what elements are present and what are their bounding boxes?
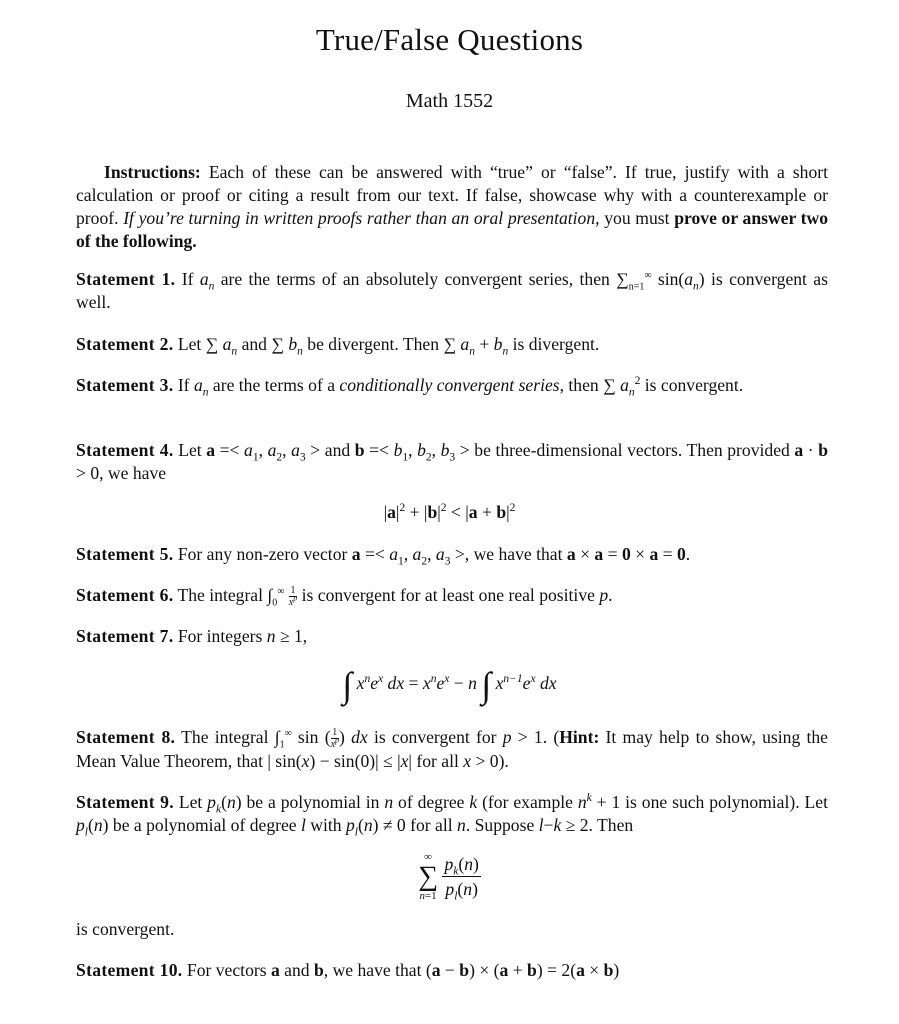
instructions-text-2: you must	[599, 208, 675, 228]
statement-label: Statement 3.	[76, 375, 174, 395]
statement-label: Statement 8.	[76, 727, 176, 747]
statement-label: Statement 9.	[76, 792, 174, 812]
statement-label: Statement 4.	[76, 440, 174, 460]
instructions-requirement: prove or answer two of the following.	[76, 208, 828, 251]
statement-9-conclusion: is convergent.	[76, 919, 175, 939]
statement-4: Statement 4. Let $a =< a_1$, $a_2$, $a_3$ > and $b =< b_1$, $b_2$, $b_3$ > be three-dimensional vectors. Then provided a · b > 0, we have	[76, 440, 829, 483]
statement-1: Statement 1. If $a_n$ are the terms of an absolutely convergent series, then $\sum_{n=1}^\infty$ $\sin(a_n)$ is convergent as well.	[76, 269, 828, 312]
statement-8: Statement 8. The integral $\int_1^\infty$ sin ( $\frac{1}{x^p}$) dx is convergent for p > 1. (Hint: It may help to show, using the Mean Value Theorem, that | sin(x) − sin(0)| ≤ |x| for all x > 0).	[76, 727, 828, 772]
statement-7-equation: ∫ $x^ne^x$ dx = $x^ne^x - n$ ∫ $x^{n-1}e^x$ dx	[342, 665, 557, 705]
statement-3: Statement 3. If $a_n$ are the terms of a conditionally convergent series, then ∑ $a_n^2$ is convergent.	[76, 375, 744, 399]
instructions-italic: If you’re turning in written proofs rather than an oral presentation,	[123, 208, 600, 228]
statement-label: Statement 1.	[76, 269, 176, 289]
page-title: True/False Questions	[315, 22, 584, 57]
course-name: Math 1552	[405, 90, 494, 112]
statement-label: Statement 2.	[76, 334, 174, 354]
statement-9-equation: ∞ ∑ n=1 $\frac{p_k(n)}{p_l(n)}$	[418, 851, 479, 903]
instructions-label: Instructions:	[104, 162, 201, 182]
statement-label: Statement 7.	[76, 626, 174, 646]
statement-7: Statement 7. For integers n ≥ 1,	[76, 626, 308, 646]
statement-10: Statement 10. For vectors a and b, we have that (a − b) × (a + b) = 2(a × b)	[76, 960, 620, 980]
instructions-text: Each of these can be answered with “true” or “false”. If true, justify with a short calculation or proof or citing a result from our text. If false, showcase why with a counterexample or proof.	[76, 162, 828, 228]
statement-9: Statement 9. Let $p_k(n)$ be a polynomial in n of degree k (for example $n^k + 1$ is one such polynomial). Let $p_l(n)$ be a polynomial of degree l with $p_l(n) \ne 0$ for all n. Suppose l−k ≥ 2. Then	[76, 792, 828, 839]
instructions-paragraph	[76, 161, 828, 253]
statement-2: Statement 2. Let ∑ $a_n$ and ∑ $b_n$ be divergent. Then ∑ $a_n + b_n$ is divergent.	[76, 334, 600, 358]
statement-5: Statement 5. For any non-zero vector $a =< a_1$, $a_2$, $a_3$ >, we have that a × a = 0 × a = 0.	[76, 544, 691, 568]
statement-4-equation: $|a|^2 + |b|^2 < |a + b|^2$	[383, 502, 516, 522]
statement-label: Statement 5.	[76, 544, 174, 564]
statement-6: Statement 6. The integral $\int_0^\infty$ $\frac{1}{x^p}$ is convergent for at least one real positive p.	[76, 585, 613, 609]
statement-label: Statement 10.	[76, 960, 183, 980]
statement-label: Statement 6.	[76, 585, 174, 605]
